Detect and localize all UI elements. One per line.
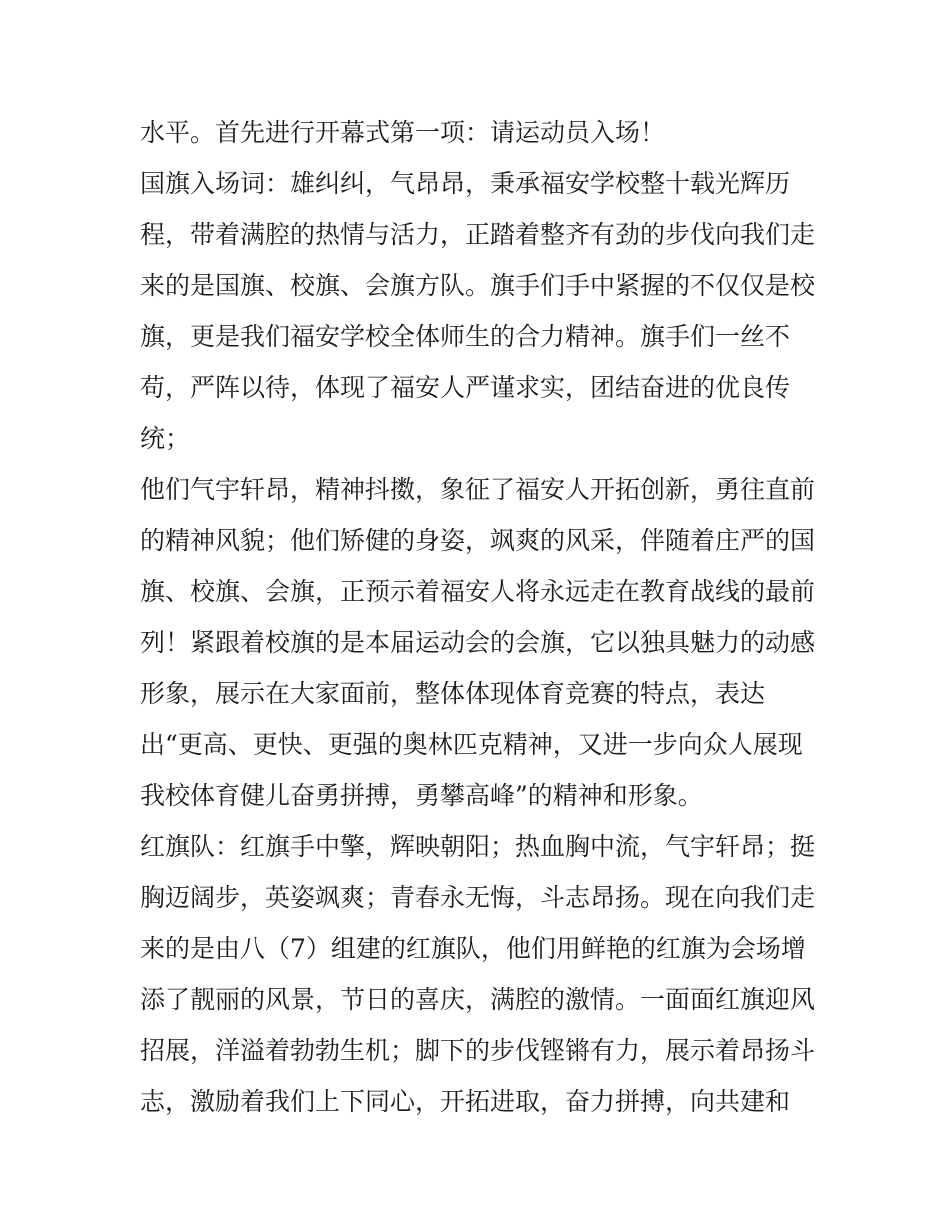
text-line: 来的是由八（7）组建的红旗队，他们用鲜艳的红旗为会场增 — [140, 934, 806, 963]
text-line: 我校体育健儿奋勇拼搏，勇攀高峰”的精神和形象。 — [140, 781, 703, 810]
body-text — [140, 107, 830, 1127]
text-line: 旗、校旗、会旗，正预示着福安人将永远走在教育战线的最前 — [140, 577, 816, 606]
text-line: 他们气宇轩昂，精神抖擞，象征了福安人开拓创新，勇往直前 — [140, 475, 816, 504]
text-line: 水平。首先进行开幕式第一项：请运动员入场！ — [140, 118, 666, 147]
text-line: 国旗入场词：雄纠纠，气昂昂，秉承福安学校整十载光辉历 — [140, 169, 791, 198]
text-line: 程，带着满腔的热情与活力，正踏着整齐有劲的步伐向我们走 — [140, 220, 816, 249]
text-line: 列！紧跟着校旗的是本届运动会的会旗，它以独具魅力的动感 — [140, 628, 816, 657]
text-line: 苟，严阵以待，体现了福安人严谨求实，团结奋进的优良传 — [140, 373, 791, 402]
text-line: 来的是国旗、校旗、会旗方队。旗手们手中紧握的不仅仅是校 — [140, 271, 816, 300]
text-line: 出“更高、更快、更强的奥林匹克精神，又进一步向众人展现 — [140, 730, 803, 759]
text-line: 旗，更是我们福安学校全体师生的合力精神。旗手们一丝不 — [140, 322, 791, 351]
text-line: 招展，洋溢着勃勃生机；脚下的步伐铿锵有力，展示着昂扬斗 — [140, 1036, 816, 1065]
text-line: 的精神风貌；他们矫健的身姿，飒爽的风采，伴随着庄严的国 — [140, 526, 816, 555]
text-line: 红旗队：红旗手中擎，辉映朝阳；热血胸中流，气宇轩昂；挺 — [140, 832, 816, 861]
text-line: 添了靓丽的风景，节日的喜庆，满腔的激情。一面面红旗迎风 — [140, 985, 816, 1014]
text-line: 统； — [140, 424, 191, 453]
text-line: 形象，展示在大家面前，整体体现体育竞赛的特点，表达 — [140, 679, 766, 708]
text-line: 胸迈阔步，英姿飒爽；青春永无悔，斗志昂扬。现在向我们走 — [140, 883, 816, 912]
text-line: 志，激励着我们上下同心，开拓进取，奋力拼搏，向共建和 — [140, 1087, 791, 1116]
